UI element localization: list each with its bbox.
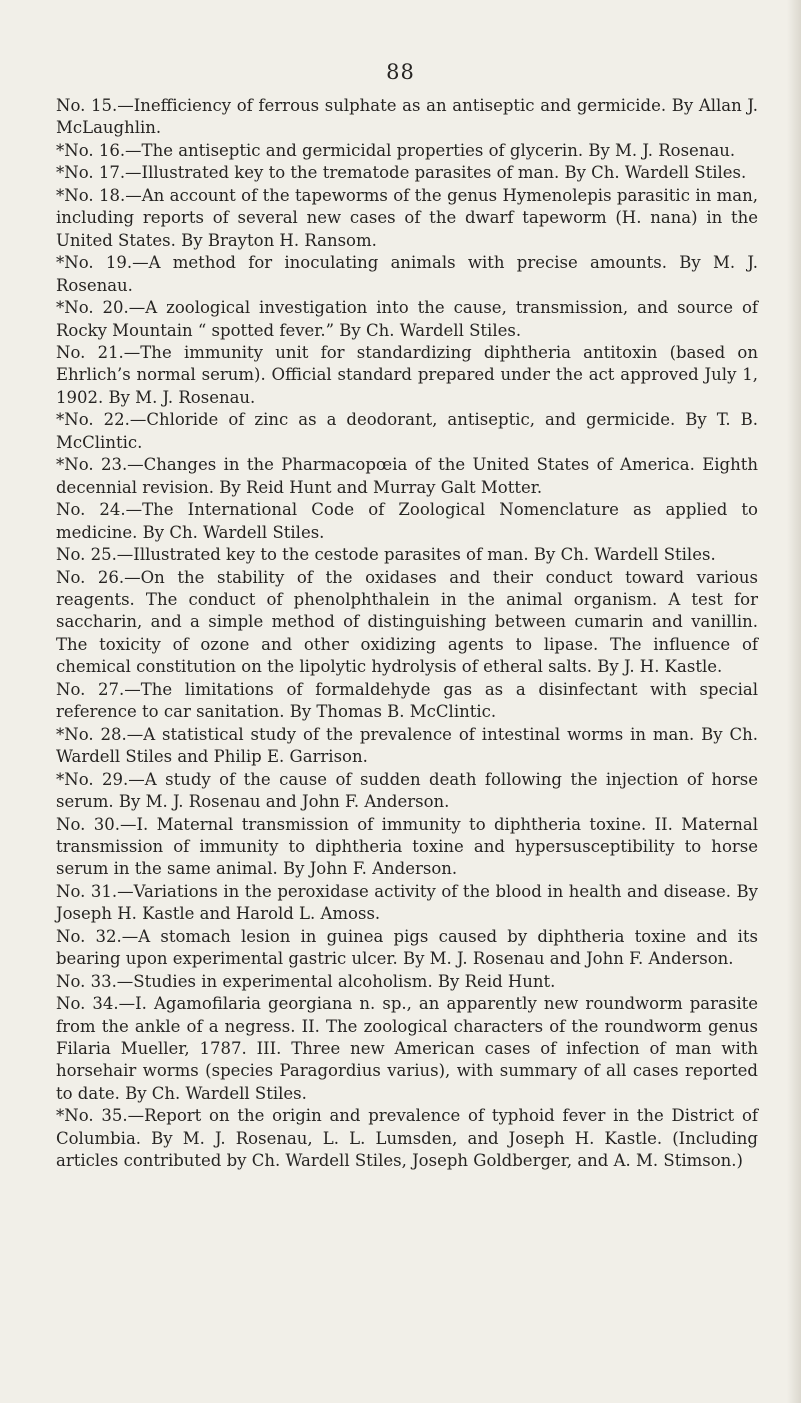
list-item: *No. 29.—A study of the cause of sudden death following the injection of horse serum. By M. J. Rosenau and John F. Anderson. [56,769,758,812]
list-item: No. 24.—The International Code of Zoological Nomenclature as applied to medicine. By Ch. Wardell Stiles. [56,500,758,542]
list-item: *No. 19.—A method for inoculating animals with precise amounts. By M. J. Rosenau. [56,253,758,295]
list-item: *No. 35.—Report on the origin and prevalence of typhoid fever in the District of Columbia. By M. J. Rosenau, L. L. Lumsden, and Joseph H. Kastle. (Including articles contributed by Ch. Wardell Stiles, Joseph Goldberger, and A. M. Stimson.) [56,1106,758,1171]
list-item: *No. 17.—Illustrated key to the trematode parasites of man. By Ch. Wardell Stiles. [56,163,747,183]
list-item: No. 21.—The immunity unit for standardizing diphtheria antitoxin (based on Ehrlich’s normal serum). Official standard prepared under the act approved July 1, 1902. By M. J. Rosenau. [56,342,758,407]
list-item: *No. 22.—Chloride of zinc as a deodorant, antiseptic, and germicide. By T. B. McClintic. [56,410,758,452]
list-item: *No. 28.—A statistical study of the prevalence of intestinal worms in man. By Ch. Wardell Stiles and Philip E. Garrison. [56,724,758,767]
list-item: No. 33.—Studies in experimental alcoholism. By Reid Hunt. [56,971,556,991]
list-item: No. 34.—I. Agamofilaria georgiana n. sp., an apparently new roundworm parasite from the ankle of a negress. II. The zoological characters of the roundworm genus Filaria Mueller, 1787. III. Three new American cases of infection of man with horsehair worms (species Paragordius varius), with summary of all cases reported to date. By Ch. Wardell Stiles. [56,994,758,1103]
list-item: *No. 20.—A zoological investigation into the cause, transmission, and source of Rocky Mountain “ spotted fever.” By Ch. Wardell Stiles. [56,298,758,340]
bulletin-list [56,95,758,1173]
list-item: No. 25.—Illustrated key to the cestode parasites of man. By Ch. Wardell Stiles. [56,545,716,565]
list-item: No. 31.—Variations in the peroxidase activity of the blood in health and disease. By Joseph H. Kastle and Harold L. Amoss. [56,881,758,924]
list-item: No. 32.—A stomach lesion in guinea pigs caused by diphtheria toxine and its bearing upon experimental gastric ulcer. By M. J. Rosenau and John F. Anderson. [56,926,758,969]
list-item: *No. 23.—Changes in the Pharmacopœia of the United States of America. Eighth decennial revision. By Reid Hunt and Murray Galt Motter. [56,455,758,497]
page-edge-shadow [787,0,801,1403]
list-item: *No. 16.—The antiseptic and germicidal properties of glycerin. By M. J. Rosenau. [56,140,736,160]
list-item: No. 15.—Inefficiency of ferrous sulphate as an antiseptic and germicide. By Allan J. McLaughlin. [56,96,758,138]
list-item: No. 27.—The limitations of formaldehyde gas as a disinfectant with special reference to car sanitation. By Thomas B. McClintic. [56,679,758,722]
list-item: No. 30.—I. Maternal transmission of immunity to diphtheria toxine. II. Maternal transmission of immunity to diphtheria toxine and hypersusceptibility to horse serum in the same animal. By John F. Anderson. [56,814,758,879]
page-number: 88 [386,60,415,84]
list-item: No. 26.—On the stability of the oxidases and their conduct toward various reagents. The conduct of phenolphthalein in the animal organism. A test for saccharin, and a simple method of distinguishing between cumarin and vanillin. The toxicity of ozone and other oxidizing agents to lipase. The influence of chemical constitution on the lipolytic hydrolysis of etheral salts. By J. H. Kastle. [56,567,758,677]
list-item: *No. 18.—An account of the tapeworms of the genus Hymenolepis parasitic in man, including reports of several new cases of the dwarf tapeworm (H. nana) in the United States. By Brayton H. Ransom. [56,185,758,250]
